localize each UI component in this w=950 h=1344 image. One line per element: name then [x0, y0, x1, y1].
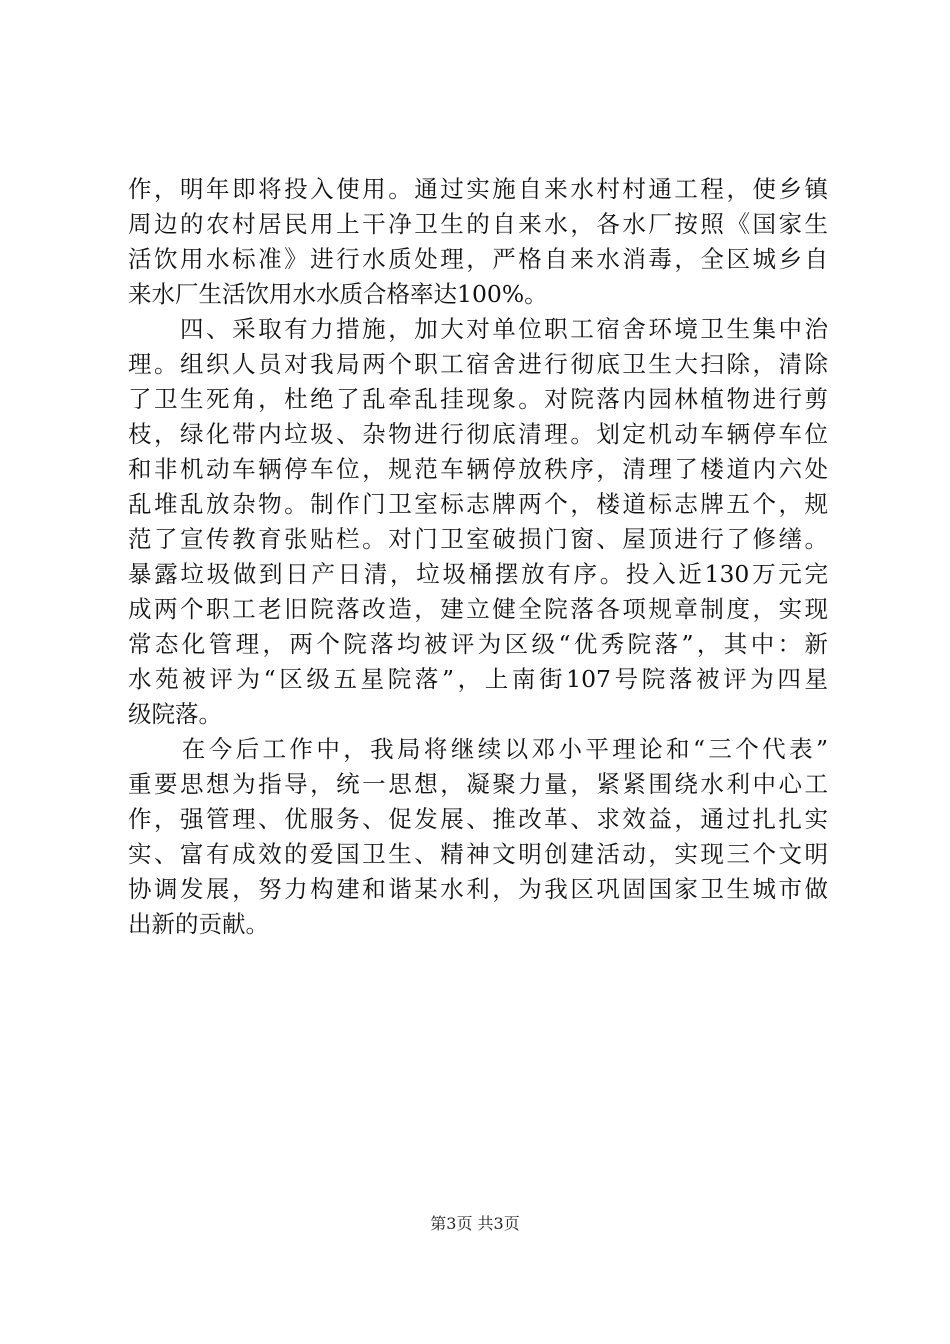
text-line: 出新的贡献。 [128, 910, 269, 938]
text-line: 常态化管理，两个院落均被评为区级“优秀院落”，其中：新 [128, 630, 828, 658]
text-line: 级院落。 [128, 700, 222, 728]
text-line: 水苑被评为“区级五星院落”，上南街107号院落被评为四星 [128, 665, 828, 693]
text-line: 四、采取有力措施，加大对单位职工宿舍环境卫生集中治 [128, 315, 828, 343]
text-line: 作，明年即将投入使用。通过实施自来水村村通工程，使乡镇 [128, 175, 828, 203]
text-line: 范了宣传教育张贴栏。对门卫室破损门窗、屋顶进行了修缮。 [128, 525, 828, 553]
document-body [128, 172, 828, 942]
text-line: 了卫生死角，杜绝了乱牵乱挂现象。对院落内园林植物进行剪 [128, 385, 828, 413]
text-line: 活饮用水标准》进行水质处理，严格自来水消毒，全区城乡自 [128, 245, 828, 273]
text-line: 乱堆乱放杂物。制作门卫室标志牌两个，楼道标志牌五个，规 [128, 490, 828, 518]
text-line: 枝，绿化带内垃圾、杂物进行彻底清理。划定机动车辆停车位 [128, 420, 828, 448]
text-line: 在今后工作中，我局将继续以邓小平理论和“三个代表” [128, 735, 828, 763]
text-line: 协调发展，努力构建和谐某水利，为我区巩固国家卫生城市做 [128, 875, 828, 903]
text-line: 作，强管理、优服务、促发展、推改革、求效益，通过扎扎实 [128, 805, 828, 833]
text-line: 暴露垃圾做到日产日清，垃圾桶摆放有序。投入近130万元完 [128, 560, 828, 588]
page-number-footer: 第3页 共3页 [430, 1214, 520, 1233]
text-line: 和非机动车辆停车位，规范车辆停放秩序，清理了楼道内六处 [128, 455, 828, 483]
text-line: 理。组织人员对我局两个职工宿舍进行彻底卫生大扫除，清除 [128, 350, 828, 378]
text-line: 成两个职工老旧院落改造，建立健全院落各项规章制度，实现 [128, 595, 828, 623]
text-line: 周边的农村居民用上干净卫生的自来水，各水厂按照《国家生 [128, 210, 828, 238]
text-line: 重要思想为指导，统一思想，凝聚力量，紧紧围绕水利中心工 [128, 770, 828, 798]
text-line: 来水厂生活饮用水水质合格率达100%。 [128, 280, 548, 308]
text-line: 实、富有成效的爱国卫生、精神文明创建活动，实现三个文明 [128, 840, 828, 868]
